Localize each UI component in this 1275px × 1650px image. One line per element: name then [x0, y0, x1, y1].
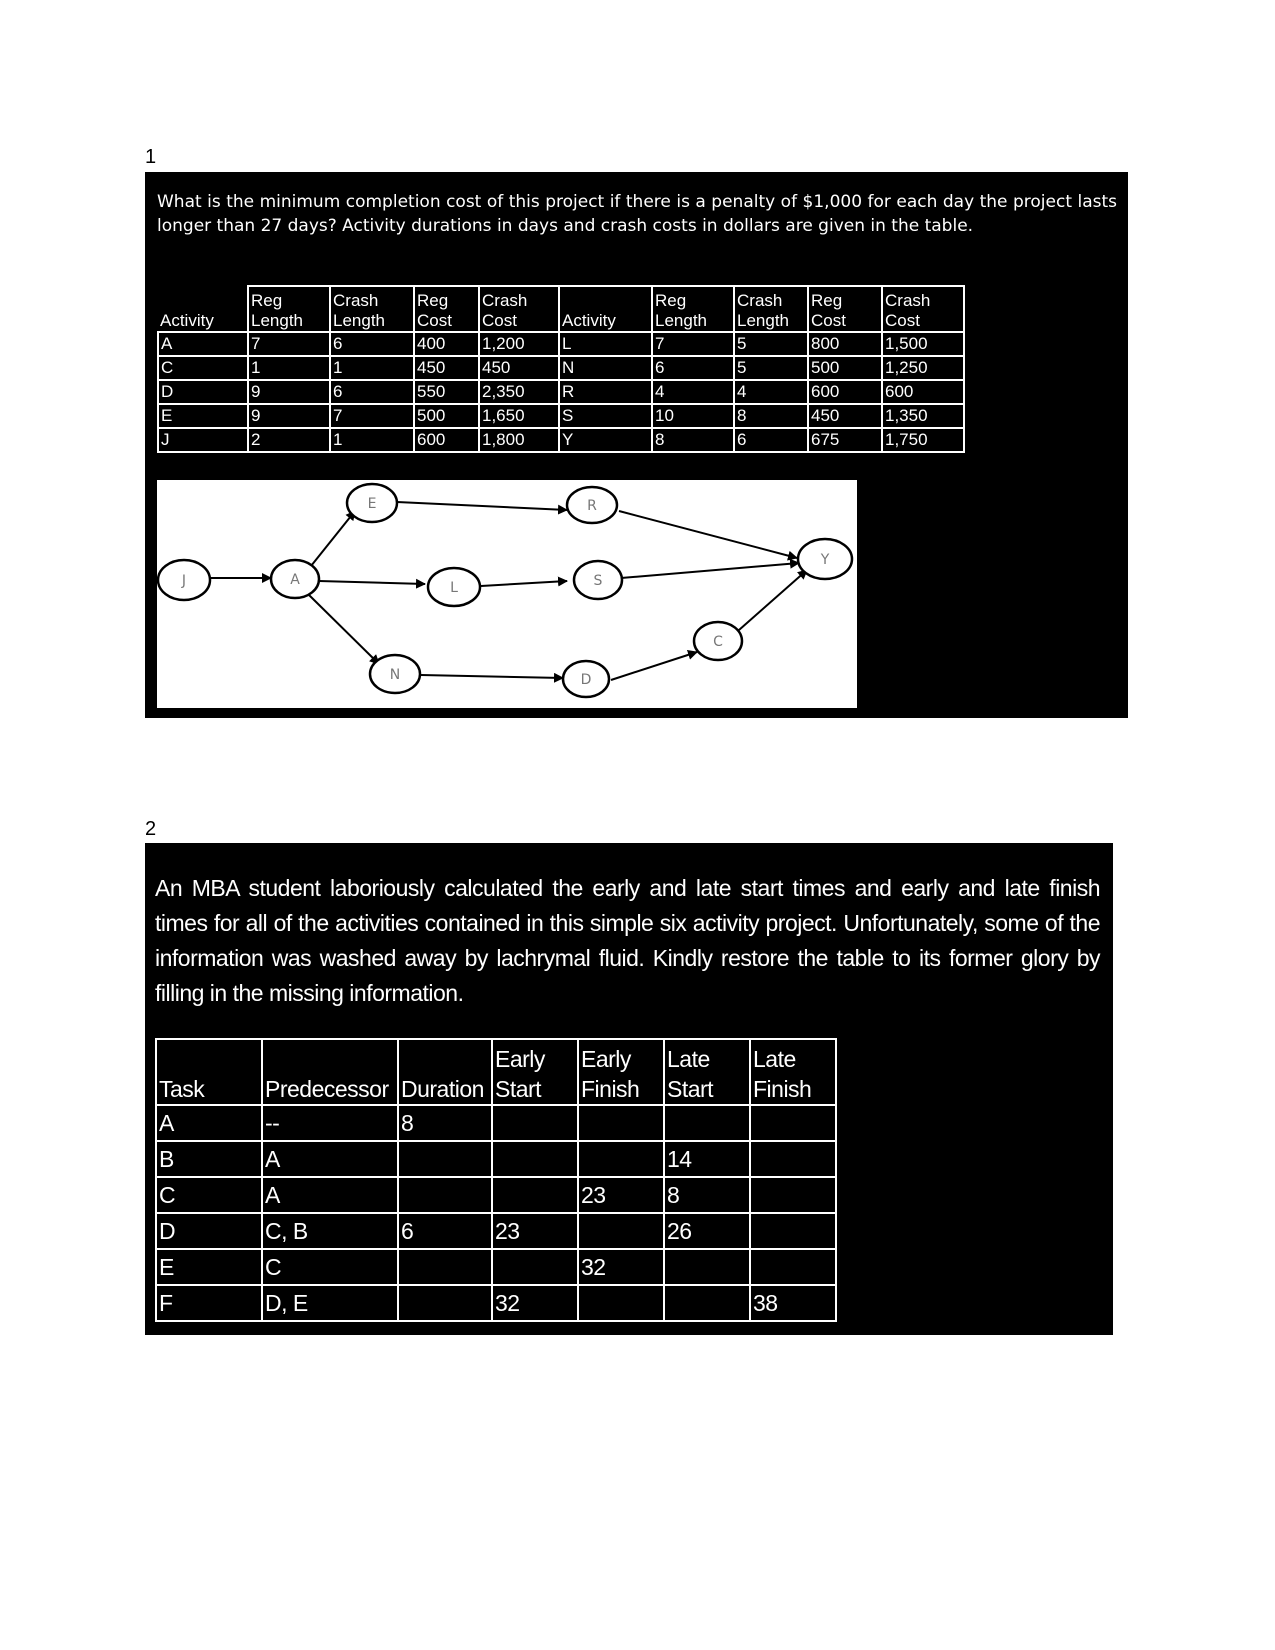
table-row [156, 1285, 836, 1321]
table-cell: R [559, 380, 652, 404]
table-cell: 32 [492, 1285, 578, 1321]
table-cell: N [559, 356, 652, 380]
table-cell: 14 [664, 1141, 750, 1177]
edge-s-y [621, 563, 799, 578]
table-cell: 2 [248, 428, 330, 452]
table-header-row [158, 286, 964, 332]
table-cell [398, 1177, 492, 1213]
header-cell: Crash Cost [479, 286, 559, 332]
table-cell: D [158, 380, 248, 404]
table-cell: D, E [262, 1285, 398, 1321]
table-cell: 2,350 [479, 380, 559, 404]
table-cell: 7 [248, 332, 330, 356]
table-row [156, 1177, 836, 1213]
table-cell: 600 [414, 428, 479, 452]
table-cell: 7 [652, 332, 734, 356]
table-cell: 6 [734, 428, 808, 452]
table-cell: 4 [734, 380, 808, 404]
header-cell: Reg Cost [414, 286, 479, 332]
table-cell [492, 1177, 578, 1213]
node-d-label: D [580, 672, 592, 688]
question-1-panel [145, 172, 1128, 718]
edge-r-y [619, 511, 797, 558]
node-y-label: Y [820, 552, 830, 568]
edge-n-d [421, 675, 563, 678]
table-cell: 1 [330, 356, 414, 380]
header-cell: Late Start [664, 1039, 750, 1105]
table-cell: 7 [330, 404, 414, 428]
table-cell: C [158, 356, 248, 380]
table-row [156, 1141, 836, 1177]
table-cell: C [262, 1249, 398, 1285]
header-cell: Task [156, 1039, 262, 1105]
table-cell: A [158, 332, 248, 356]
table-cell: 5 [734, 356, 808, 380]
node-a-label: A [290, 572, 300, 588]
table-header-row [156, 1039, 836, 1105]
table-cell: 1,650 [479, 404, 559, 428]
table-cell: S [559, 404, 652, 428]
table-row [156, 1105, 836, 1141]
edge-l-s [481, 581, 567, 586]
table-cell [398, 1285, 492, 1321]
table-cell [578, 1213, 664, 1249]
table-cell [492, 1141, 578, 1177]
table-row [158, 404, 964, 428]
table-cell: 675 [808, 428, 882, 452]
table-cell: 4 [652, 380, 734, 404]
header-cell: Crash Cost [882, 286, 964, 332]
table-cell: 38 [750, 1285, 836, 1321]
table-cell [578, 1285, 664, 1321]
header-cell: Activity [559, 286, 652, 332]
table-cell: 8 [664, 1177, 750, 1213]
task-schedule-table [155, 1038, 837, 1322]
table-cell: 5 [734, 332, 808, 356]
table-cell: 450 [808, 404, 882, 428]
table-cell: 8 [398, 1105, 492, 1141]
table-cell [750, 1141, 836, 1177]
edge-a-e [311, 511, 355, 566]
table-cell: D [156, 1213, 262, 1249]
header-cell: Late Finish [750, 1039, 836, 1105]
table-cell: 500 [808, 356, 882, 380]
header-cell: Reg Cost [808, 286, 882, 332]
edge-c-y [739, 570, 807, 630]
table-row [156, 1213, 836, 1249]
question-2-text: An MBA student laboriously calculated the early and late start times and early and late finish times for all of the activities contained in this simple six activity project. Unfortunately, some of the information was washed away by lachrymal fluid. Kindly restore the table to its former glory by filling in the missing information. [155, 875, 1100, 1006]
table-cell: 1,750 [882, 428, 964, 452]
table-cell: 450 [479, 356, 559, 380]
header-cell: Reg Length [652, 286, 734, 332]
table-cell: 550 [414, 380, 479, 404]
table-row [158, 332, 964, 356]
table-cell: 1 [248, 356, 330, 380]
table-cell: B [156, 1141, 262, 1177]
table-cell [664, 1285, 750, 1321]
header-cell: Crash Length [734, 286, 808, 332]
node-r-label: R [587, 498, 597, 514]
header-cell: Crash Length [330, 286, 414, 332]
table-cell [492, 1105, 578, 1141]
table-cell: A [262, 1177, 398, 1213]
edge-d-c [611, 652, 697, 680]
node-j-label: J [181, 573, 187, 589]
node-l-label: L [450, 580, 458, 596]
table-cell: 500 [414, 404, 479, 428]
table-cell: 26 [664, 1213, 750, 1249]
table-cell: E [158, 404, 248, 428]
table-cell: E [156, 1249, 262, 1285]
table-cell: 23 [492, 1213, 578, 1249]
table-cell [750, 1105, 836, 1141]
table-cell: F [156, 1285, 262, 1321]
table-row [156, 1249, 836, 1285]
table-cell [578, 1105, 664, 1141]
activity-cost-table [157, 285, 965, 453]
table-cell: A [262, 1141, 398, 1177]
table-cell: 450 [414, 356, 479, 380]
table-cell: 6 [652, 356, 734, 380]
project-network-diagram [157, 480, 857, 708]
table-cell: L [559, 332, 652, 356]
table-cell [578, 1141, 664, 1177]
question-2-panel [145, 843, 1113, 1335]
node-n-label: N [389, 667, 401, 683]
node-e-label: E [367, 496, 377, 512]
table-cell: C, B [262, 1213, 398, 1249]
table-cell: 1,250 [882, 356, 964, 380]
table-cell: 10 [652, 404, 734, 428]
table-cell: A [156, 1105, 262, 1141]
table-cell: 1 [330, 428, 414, 452]
table-cell: 6 [398, 1213, 492, 1249]
table-cell: 6 [330, 380, 414, 404]
table-cell: 1,200 [479, 332, 559, 356]
header-cell: Early Start [492, 1039, 578, 1105]
edge-a-l [319, 581, 425, 584]
table-cell [398, 1141, 492, 1177]
table-cell: J [158, 428, 248, 452]
table-cell [664, 1249, 750, 1285]
question-1-text: What is the minimum completion cost of this project if there is a penalty of $1,000 for each day the project lasts longer than 27 days? Activity durations in days and crash costs in dollars are given in the table. [157, 192, 1117, 236]
header-cell: Reg Length [248, 286, 330, 332]
table-cell [492, 1249, 578, 1285]
edge-a-n [309, 595, 379, 664]
table-cell: -- [262, 1105, 398, 1141]
table-cell: 800 [808, 332, 882, 356]
table-cell: 1,350 [882, 404, 964, 428]
header-cell: Activity [158, 286, 248, 332]
header-cell: Early Finish [578, 1039, 664, 1105]
question-1-number: 1 [145, 146, 157, 168]
table-cell: 8 [734, 404, 808, 428]
question-2-number: 2 [145, 818, 157, 840]
table-cell: 600 [882, 380, 964, 404]
table-cell: 23 [578, 1177, 664, 1213]
header-cell: Duration [398, 1039, 492, 1105]
table-cell: 9 [248, 404, 330, 428]
edge-e-r [397, 502, 567, 510]
table-cell: C [156, 1177, 262, 1213]
table-cell [750, 1177, 836, 1213]
table-cell: Y [559, 428, 652, 452]
table-cell: 6 [330, 332, 414, 356]
table-cell [664, 1105, 750, 1141]
table-cell: 600 [808, 380, 882, 404]
node-s-label: S [593, 573, 603, 589]
table-cell: 9 [248, 380, 330, 404]
table-cell: 32 [578, 1249, 664, 1285]
table-cell [398, 1249, 492, 1285]
table-cell: 8 [652, 428, 734, 452]
table-cell: 400 [414, 332, 479, 356]
table-cell: 1,500 [882, 332, 964, 356]
table-row [158, 380, 964, 404]
header-cell: Predecessor [262, 1039, 398, 1105]
table-row [158, 428, 964, 452]
table-cell: 1,800 [479, 428, 559, 452]
table-cell [750, 1213, 836, 1249]
table-cell [750, 1249, 836, 1285]
table-row [158, 356, 964, 380]
node-c-label: C [713, 634, 723, 650]
